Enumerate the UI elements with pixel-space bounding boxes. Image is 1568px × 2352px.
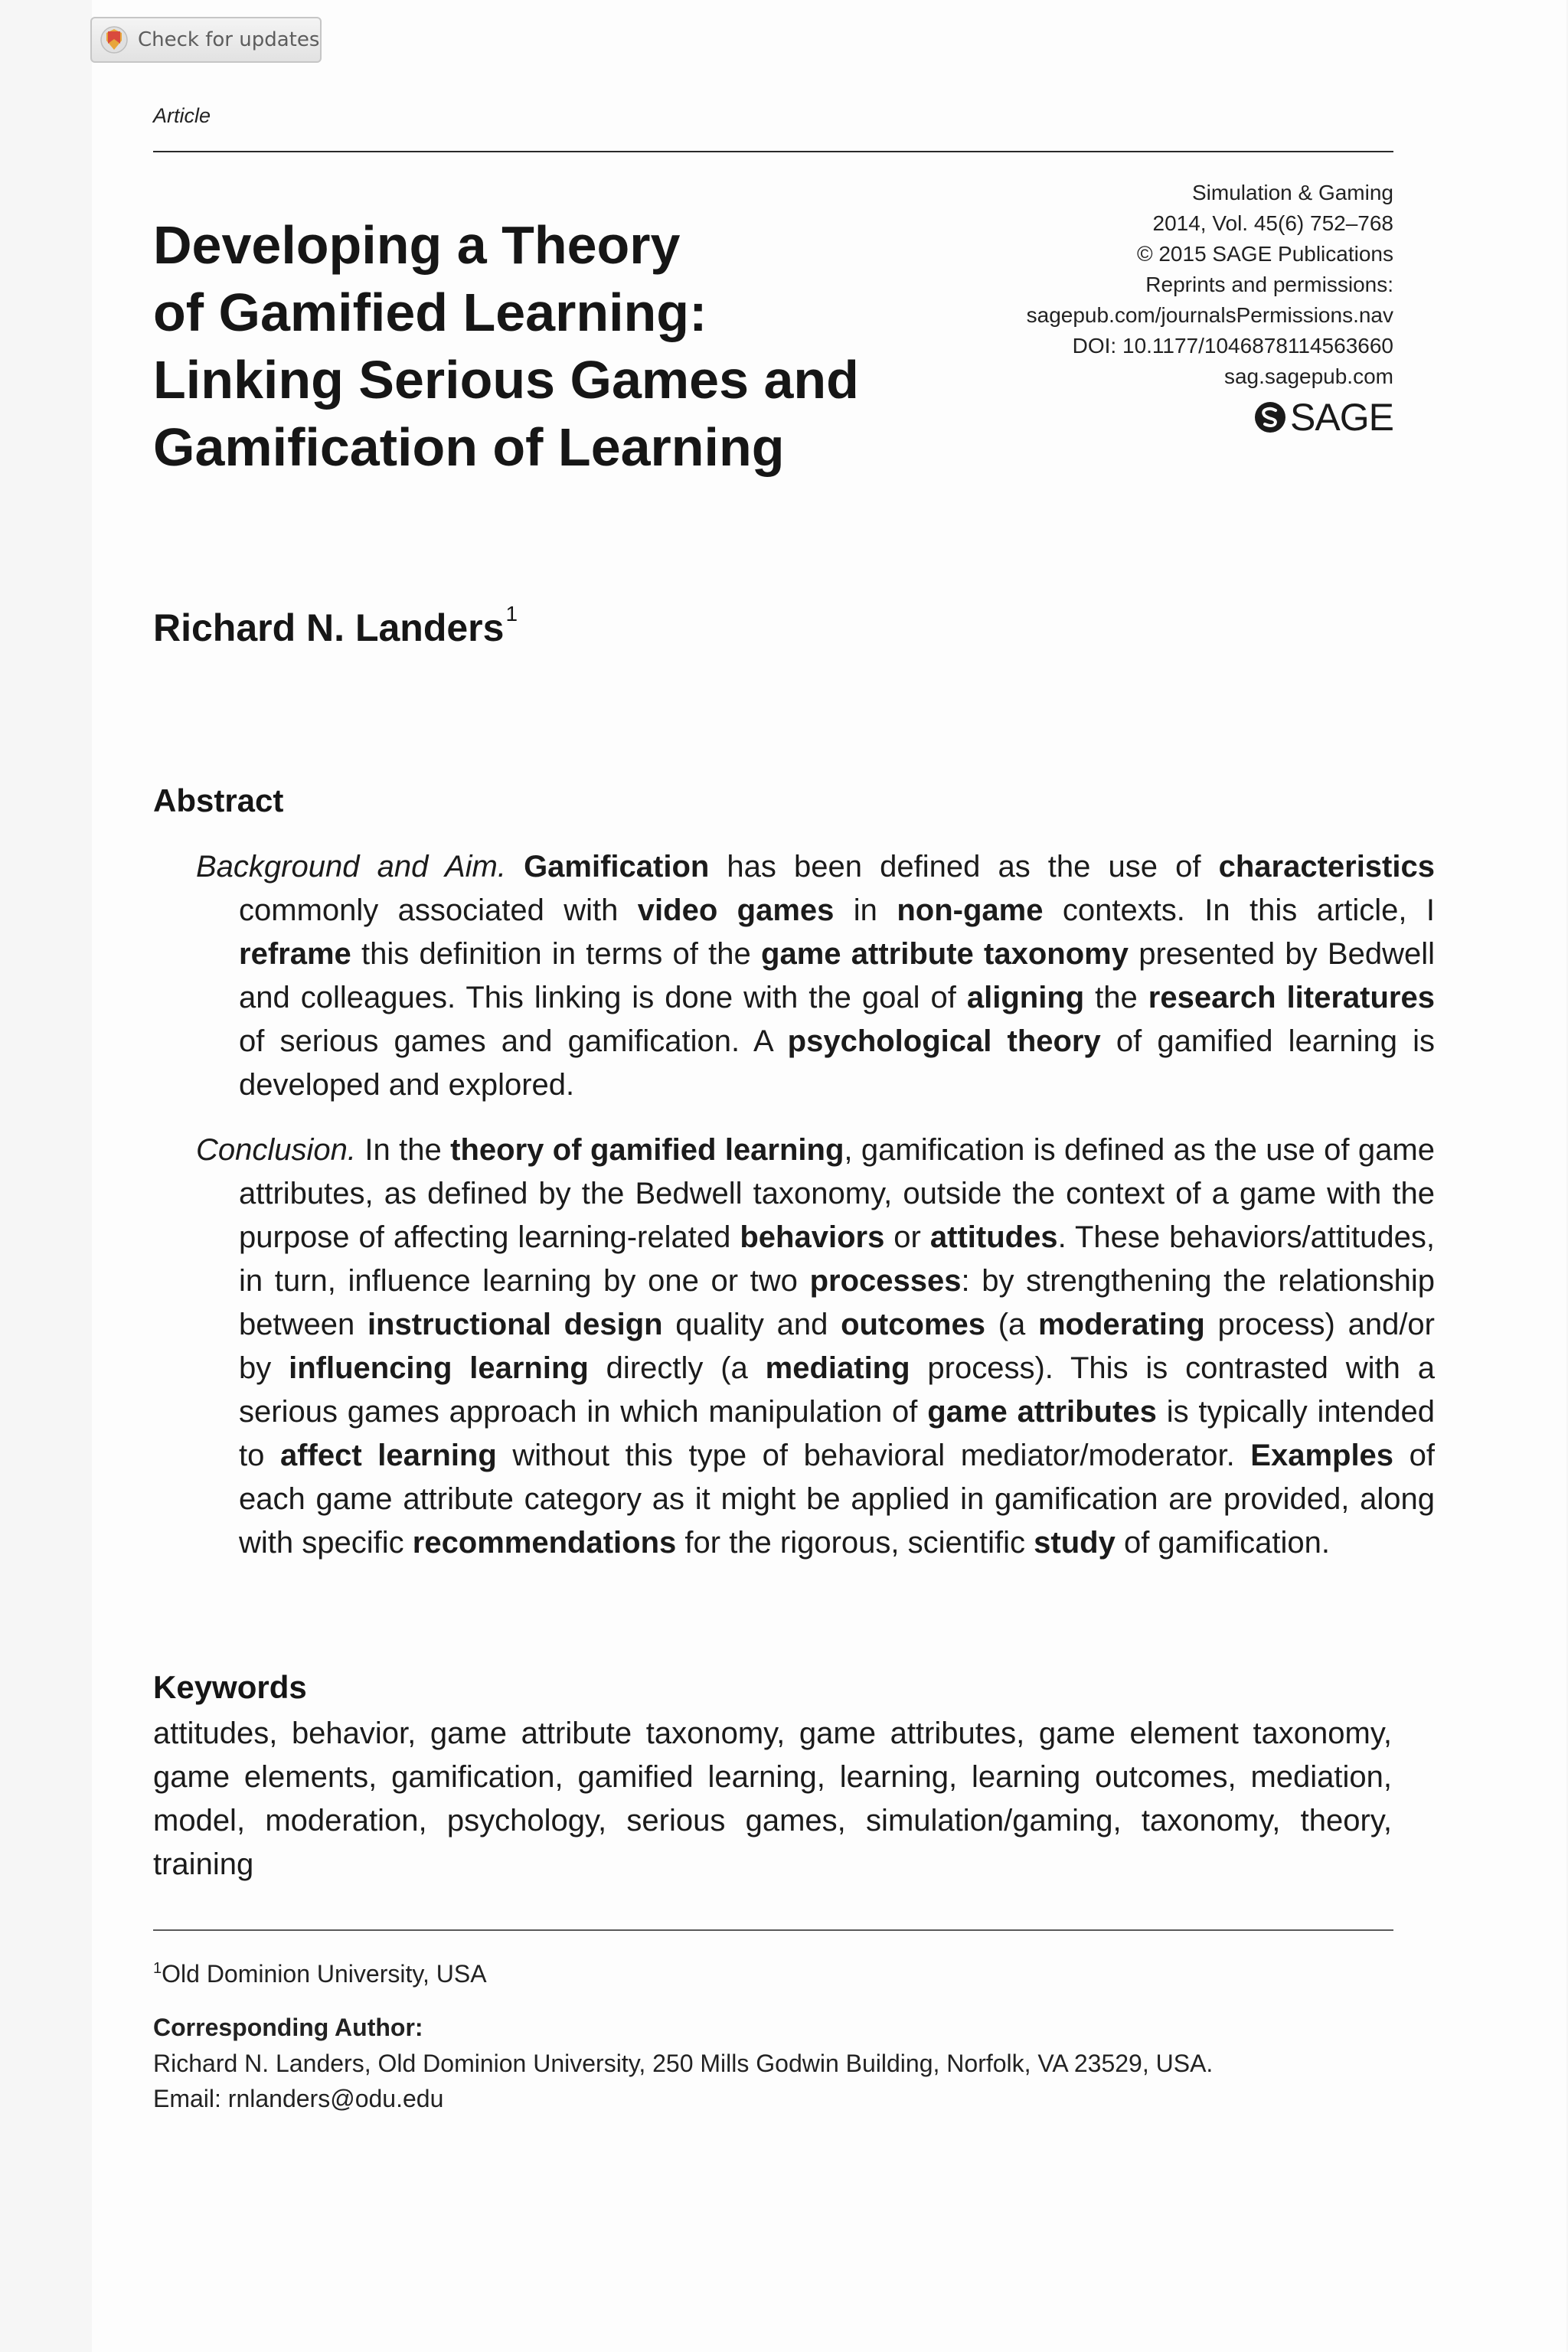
abstract-text-run: process) and/or by (239, 1308, 1435, 1385)
keywords-list: attitudes, behavior, game attribute taxonomy, game attributes, game element taxonomy, game elements, gamification, gamified learning, learning, learning outcomes, mediation, model, moderation, psychology, serious games, simulation/gaming, taxonomy, theory, training (153, 1717, 1392, 1881)
abstract-text-run: is typically intended to (239, 1395, 1436, 1472)
abstract-text-run: quality and (662, 1308, 841, 1341)
emphasis-term: moderating (1037, 1308, 1205, 1341)
emphasis-term: instructional design (367, 1308, 663, 1341)
abstract-text-run: , gamification is defined as the use of game attributes, as defined by the Bedwell taxonomy, outside the context of a game with the purpose of affecting learning-related (239, 1133, 1435, 1254)
corresponding-author-email[interactable]: Email: rnlanders@odu.edu (153, 2085, 444, 2112)
affiliation-marker: 1 (505, 602, 518, 626)
abstract-background-paragraph (196, 845, 1435, 1107)
journal-website-link[interactable]: sag.sagepub.com (1223, 364, 1393, 388)
abstract-conclusion-lead: Conclusion. (196, 1133, 357, 1167)
emphasis-term: influencing learning (289, 1351, 589, 1385)
affiliation-footnote: $^1$Old Dominion University, USA (153, 1960, 487, 1988)
journal-name: Simulation & Gaming (1191, 181, 1393, 204)
abstract-text-run: : by strengthening the relationship between (239, 1264, 1435, 1341)
title-line: Developing a Theory (153, 215, 681, 275)
abstract-background-lead: Background and Aim. (196, 850, 506, 884)
abstract-text-run: of gamification. (1115, 1526, 1330, 1560)
sage-s-logo-icon (1253, 400, 1287, 434)
emphasis-term: video games (637, 893, 835, 927)
abstract-background-text (239, 850, 1435, 1102)
sage-logo-text: SAGE (1290, 396, 1393, 439)
abstract-text-run: for the rigorous, scientific (676, 1526, 1034, 1560)
crossmark-icon (100, 25, 129, 54)
corresponding-author-heading: Corresponding Author: (153, 2014, 423, 2041)
abstract-text-run: directly (a (588, 1351, 766, 1385)
header-rule (153, 151, 1393, 152)
title-line: of Gamified Learning: (153, 283, 707, 342)
emphasis-term: game attribute taxonomy (761, 937, 1129, 971)
emphasis-term: attitudes (929, 1220, 1058, 1254)
emphasis-term: non-game (897, 893, 1044, 927)
emphasis-term: behaviors (740, 1220, 885, 1254)
emphasis-term: Examples (1250, 1439, 1394, 1472)
journal-metadata (1027, 178, 1393, 392)
copyright: © 2015 SAGE Publications (1136, 242, 1393, 266)
abstract-conclusion-paragraph (196, 1129, 1435, 1565)
emphasis-term: processes (809, 1264, 962, 1298)
emphasis-term: research literatures (1148, 981, 1435, 1014)
emphasis-term: psychological theory (787, 1024, 1101, 1058)
emphasis-term: aligning (966, 981, 1085, 1014)
affiliation-marker: 1 (153, 1960, 162, 1977)
abstract-text-run: (a (985, 1308, 1038, 1341)
author-name: Richard N. Landers$^1$ (153, 602, 518, 649)
abstract-text-run: process). This is contrasted with a serious games approach in which manipulation of (239, 1351, 1435, 1429)
sage-logo (1253, 396, 1393, 439)
abstract-heading: Abstract (153, 782, 284, 818)
title-line: Gamification of Learning (153, 417, 785, 477)
emphasis-term: reframe (239, 937, 351, 971)
abstract-text-run: or (884, 1220, 930, 1254)
doi-link[interactable]: DOI: 10.1177/1046878114563660 (1072, 334, 1393, 358)
abstract-text-run: in (834, 893, 897, 927)
emphasis-term: Gamification (524, 850, 710, 884)
reprints-label: Reprints and permissions: (1145, 273, 1393, 296)
emphasis-term: recommendations (412, 1526, 677, 1560)
abstract-text-run: contexts. In this article, I (1043, 893, 1436, 927)
emphasis-term: theory of gamified learning (450, 1133, 844, 1167)
check-for-updates-button[interactable] (90, 17, 322, 63)
corresponding-author-address: Richard N. Landers, Old Dominion University, 250 Mills Godwin Building, Norfolk, VA 23529, USA. (153, 2050, 1214, 2077)
journal-volume: 2014, Vol. 45(6) 752–768 (1152, 211, 1393, 235)
emphasis-term: affect learning (279, 1439, 497, 1472)
abstract-text-run: . These behaviors/attitudes, in turn, influence learning by one or two (239, 1220, 1435, 1298)
abstract-text-run: of gamified learning is developed and explored. (239, 1024, 1435, 1102)
keywords-heading: Keywords (153, 1669, 307, 1705)
article-type-label: Article (153, 104, 211, 127)
permissions-link[interactable]: sagepub.com/journalsPermissions.nav (1026, 303, 1393, 327)
abstract-text-run: without this type of behavioral mediator/moderator. (496, 1439, 1251, 1472)
abstract-text-run: In the (364, 1133, 451, 1167)
emphasis-term: study (1034, 1526, 1116, 1560)
title-line: Linking Serious Games and (153, 350, 859, 410)
abstract-text-run: commonly associated with (239, 893, 638, 927)
check-for-updates-label: Check for updates (138, 28, 320, 51)
emphasis-term: characteristics (1218, 850, 1435, 884)
abstract-text-run: presented by Bedwell and colleagues. This linking is done with the goal of (239, 937, 1435, 1014)
abstract-conclusion-text (239, 1133, 1435, 1560)
footnote-rule (153, 1929, 1393, 1931)
paper-title (153, 211, 934, 481)
abstract-text-run: of each game attribute category as it might be applied in gamification are provided, along with specific (239, 1439, 1435, 1560)
abstract-text-run: of serious games and gamification. A (239, 1024, 788, 1058)
abstract-text-run: this definition in terms of the (351, 937, 762, 971)
abstract-text-run: the (1084, 981, 1148, 1014)
emphasis-term: game attributes (927, 1395, 1157, 1429)
emphasis-term: outcomes (841, 1308, 985, 1341)
abstract-text-run: has been defined as the use of (709, 850, 1219, 884)
emphasis-term: mediating (765, 1351, 910, 1385)
